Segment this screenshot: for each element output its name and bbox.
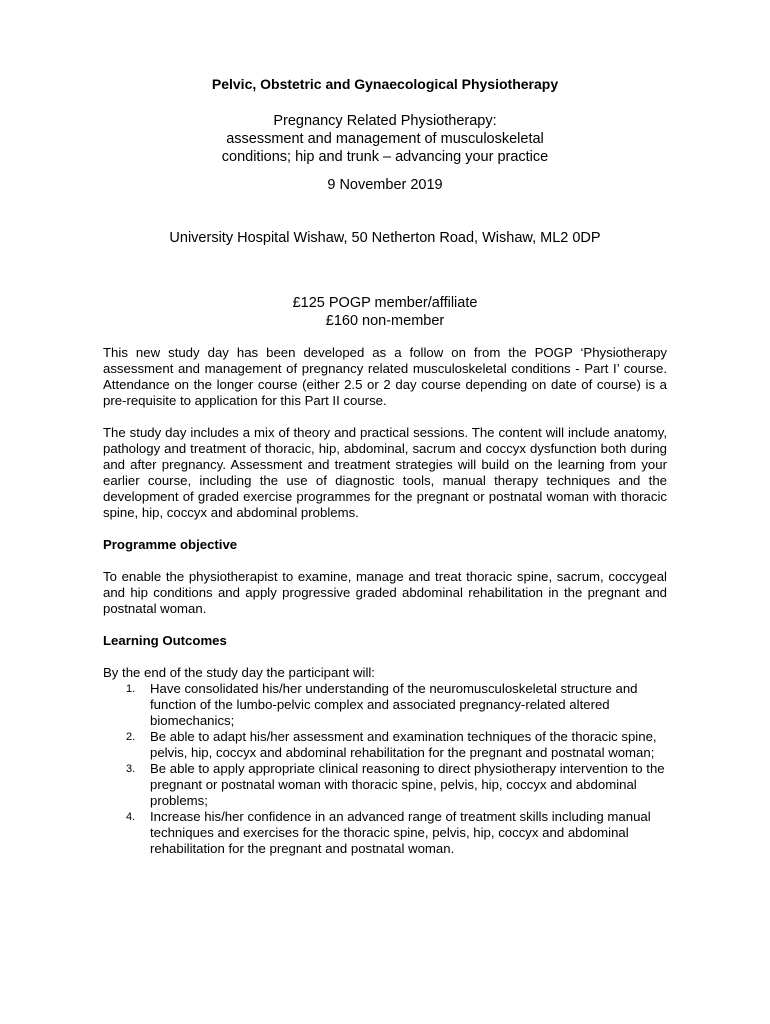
list-item-number: 3. xyxy=(126,763,136,775)
price-non-member: £160 non-member xyxy=(325,313,445,329)
price-member: £125 POGP member/affiliate xyxy=(292,295,478,311)
list-item-number: 1. xyxy=(126,683,136,695)
list-item xyxy=(103,809,667,857)
list-item-text: Be able to adapt his/her assessment and examination techniques of the thoracic spine, pelvis, hip, coccyx and abdominal rehabilitation for the pregnant and postnatal woman; xyxy=(150,729,657,760)
intro-paragraph: This new study day has been developed as a follow on from the POGP ‘Physiotherapy assessment and management of pregnancy related musculoskeletal conditions - Part I’ course. Attendance on the longer course (either 2.5 or 2 day course depending on date of course) is a pre-requisite to application for this Part II course. xyxy=(103,345,667,408)
list-item-number: 2. xyxy=(126,731,136,743)
subtitle-line: assessment and management of musculoskeletal xyxy=(226,131,544,147)
subtitle-line: Pregnancy Related Physiotherapy: xyxy=(273,113,497,129)
course-prices xyxy=(0,294,770,330)
outcomes-list xyxy=(103,681,667,857)
outcomes-intro: By the end of the study day the participant will: xyxy=(103,665,375,680)
list-item-text: Be able to apply appropriate clinical reasoning to direct physiotherapy intervention to the pregnant or postnatal woman with thoracic spine, pelvis, hip, coccyx and abdominal problems; xyxy=(150,761,665,808)
objective-heading: Programme objective xyxy=(103,537,238,552)
list-item-text: Increase his/her confidence in an advanced range of treatment skills including manual techniques and exercises for the thoracic spine, pelvis, hip, coccyx and abdominal rehabilitation for the pregnant and postnatal woman. xyxy=(150,809,651,856)
course-subtitle xyxy=(0,112,770,166)
list-item xyxy=(103,761,667,809)
list-item xyxy=(103,729,667,761)
list-item xyxy=(103,681,667,729)
list-item-text: Have consolidated his/her understanding of the neuromusculoskeletal structure and function of the lumbo-pelvic complex and associated pregnancy-related altered biomechanics; xyxy=(150,681,638,728)
course-date: 9 November 2019 xyxy=(327,177,443,193)
list-item-number: 4. xyxy=(126,811,136,823)
subtitle-line: conditions; hip and trunk – advancing your practice xyxy=(221,149,549,165)
document-body xyxy=(103,345,667,857)
outcomes-heading: Learning Outcomes xyxy=(103,633,227,648)
objective-text: To enable the physiotherapist to examine, manage and treat thoracic spine, sacrum, coccygeal and hip conditions and apply progressive graded abdominal rehabilitation in the pregnant and postnatal woman. xyxy=(103,569,667,616)
content-paragraph: The study day includes a mix of theory and practical sessions. The content will include anatomy, pathology and treatment of thoracic, hip, abdominal, sacrum and coccyx dysfunction both during and after pregnancy. Assessment and treatment strategies will build on the learning from your earlier course, including the use of diagnostic tools, manual therapy techniques and the development of graded exercise programmes for the pregnant or postnatal woman with thoracic spine, hip, coccyx and abdominal problems. xyxy=(103,425,667,520)
document-title: Pelvic, Obstetric and Gynaecological Physiotherapy xyxy=(211,76,559,92)
course-venue: University Hospital Wishaw, 50 Netherton Road, Wishaw, ML2 0DP xyxy=(169,230,601,246)
